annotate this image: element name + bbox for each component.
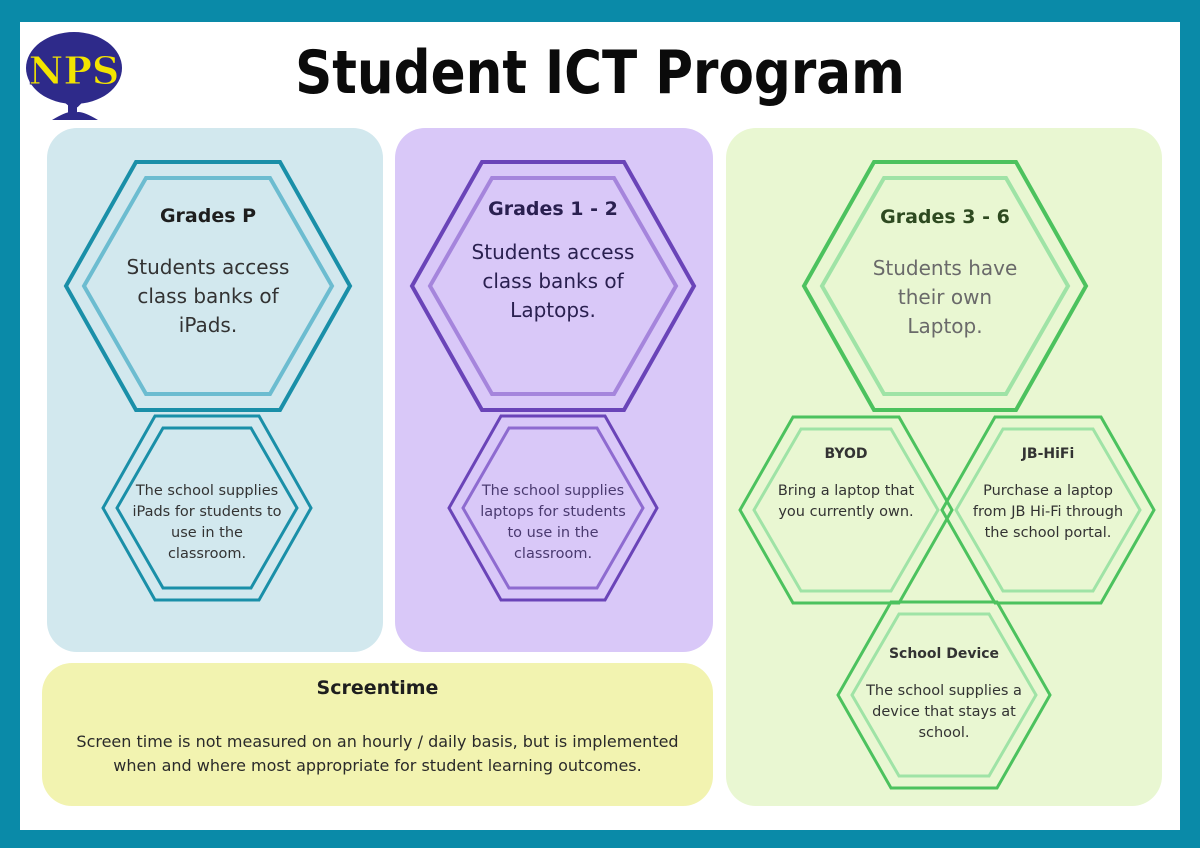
grades-3-6-title: Grades 3 - 6 bbox=[880, 206, 1010, 228]
jbhifi-title: JB-HiFi bbox=[1021, 446, 1075, 462]
grades-p-title: Grades P bbox=[159, 205, 257, 227]
grades-3-6-body: Students have their own Laptop. bbox=[872, 256, 1018, 338]
grades-1-2-detail: The school supplies laptops for students to use in the classroom. bbox=[480, 483, 626, 562]
page-title: Student ICT Program bbox=[295, 38, 905, 108]
screentime-title: Screentime bbox=[316, 677, 439, 699]
byod-title: BYOD bbox=[824, 446, 868, 462]
byod-body: Bring a laptop that you currently own. bbox=[777, 483, 915, 520]
logo-text: NPS bbox=[28, 48, 120, 93]
grades-1-2-title: Grades 1 - 2 bbox=[488, 198, 618, 220]
grades-1-2-body: Students access class banks of Laptops. bbox=[471, 240, 635, 322]
jbhifi-body: Purchase a laptop from JB Hi-Fi through the school portal. bbox=[972, 483, 1124, 541]
school-device-body: The school supplies a device that stays at school. bbox=[866, 683, 1022, 741]
screentime-body: Screen time is not measured on an hourly / daily basis, but is implemented when and where most appropriate for student learning outcomes. bbox=[76, 732, 679, 775]
grades-p-body: Students access class banks of iPads. bbox=[126, 255, 290, 337]
school-device-title: School Device bbox=[888, 646, 1000, 662]
grades-p-detail: The school supplies iPads for students to use in the classroom. bbox=[132, 483, 282, 562]
